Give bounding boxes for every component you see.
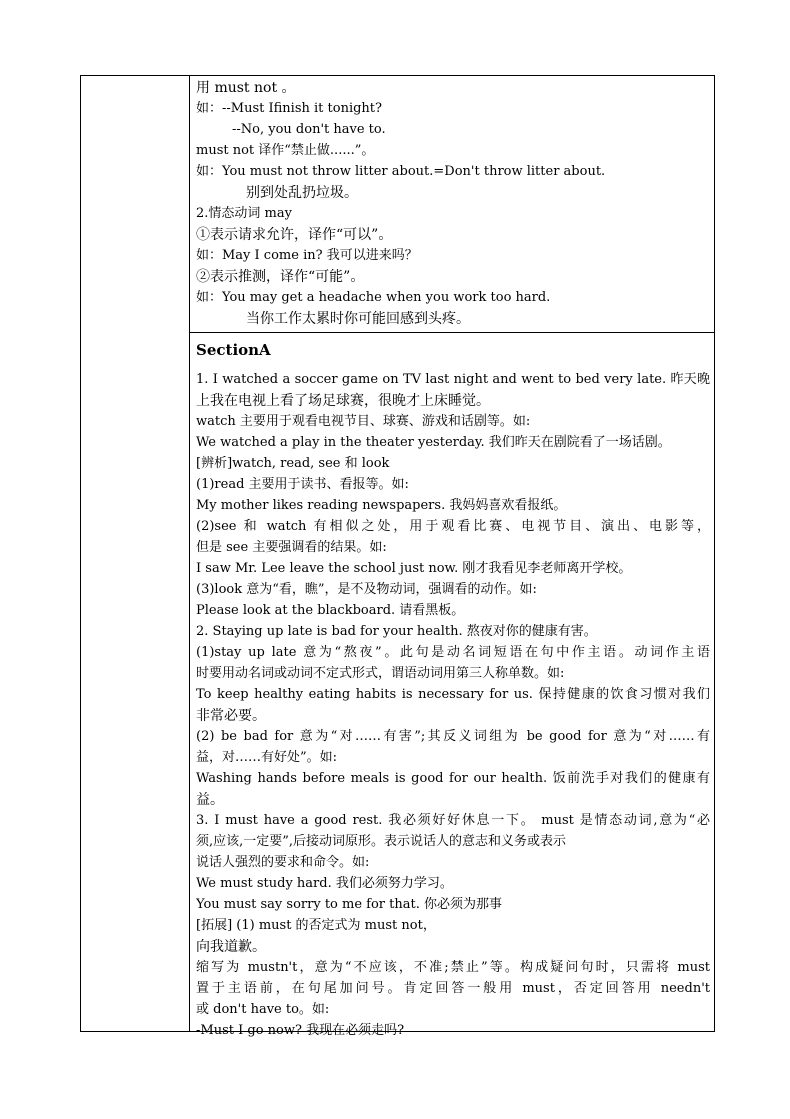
- text-line: 2.情态动词 may: [196, 206, 292, 221]
- right-column-cell: [190, 76, 714, 1038]
- text-line: Please look at the blackboard. 请看黑板。: [196, 603, 465, 618]
- text-line: (1)read 主要用于读书、看报等。如:: [196, 477, 409, 492]
- text-line: 当你工作太累时你可能回感到头疼。: [246, 311, 470, 327]
- text-line: [拓展] (1) must 的否定式为 must not，: [196, 918, 436, 933]
- text-line: watch 主要用于观看电视节目、球赛、游戏和话剧等。如:: [196, 414, 531, 429]
- text-line: 2. Staying up late is bad for your health. 熬夜对你的健康有害。: [196, 624, 597, 639]
- text-line: 益，对……有好处”。如:: [196, 750, 338, 765]
- text-line: (3)look 意为“看，瞧”，是不及物动词，强调看的动作。如:: [196, 582, 537, 597]
- section-title: SectionA: [196, 341, 271, 359]
- text-line: 如：--Must Ifinish it tonight?: [196, 101, 382, 116]
- text-line: 益。: [196, 792, 224, 808]
- text-line: 缩写为 mustn't，意为“不应该，不准;禁止”等。构成疑问句时，只需将 must: [196, 960, 710, 975]
- text-line: 用 must not 。: [196, 80, 296, 96]
- text-line: 别到处乱扔垃圾。: [246, 185, 358, 201]
- text-line: --No, you don't have to.: [232, 122, 386, 137]
- text-line: must not 译作“禁止做......”。: [196, 143, 375, 158]
- text-line: 1. I watched a soccer game on TV last night and went to bed very late. 昨天晚: [196, 372, 710, 387]
- text-line: I saw Mr. Lee leave the school just now. 刚才我看见李老师离开学校。: [196, 561, 632, 576]
- text-line: 置于主语前，在句尾加问号。肯定回答一般用 must，否定回答用 needn't: [196, 981, 710, 996]
- text-line: 说话人强烈的要求和命令。如:: [196, 855, 370, 870]
- text-line: 非常必要。: [196, 708, 266, 724]
- text-line: 如：You may get a headache when you work too hard.: [196, 290, 551, 305]
- text-line: We watched a play in the theater yesterday. 我们昨天在剧院看了一场话剧。: [196, 435, 671, 450]
- text-line: -Must I go now? 我现在必须走吗?: [196, 1023, 405, 1038]
- left-column-cell: [81, 76, 190, 1031]
- text-line: Washing hands before meals is good for our health. 饭前洗手对我们的健康有: [196, 771, 710, 786]
- text-line: You must say sorry to me for that. 你必须为那事: [196, 897, 502, 912]
- text-line: [辨析]watch, read, see 和 look: [196, 456, 390, 471]
- text-line: We must study hard. 我们必须努力学习。: [196, 876, 453, 891]
- text-line: (2)see 和 watch 有相似之处，用于观看比赛、电视节目、演出、电影等，: [196, 519, 710, 534]
- text-line: 时要用动名词或动词不定式形式，谓语动词用第三人称单数。如:: [196, 666, 565, 681]
- text-line: To keep healthy eating habits is necessary for us. 保持健康的饮食习惯对我们: [196, 687, 710, 702]
- text-line: 须,应该,一定要”,后接动词原形。表示说话人的意志和义务或表示: [196, 834, 567, 849]
- row-divider: [190, 332, 714, 333]
- document-table: [80, 75, 715, 1038]
- text-line: 3. I must have a good rest. 我必须好好休息一下。 must 是情态动词,意为“必: [196, 813, 710, 828]
- text-line: ①表示请求允许，译作“可以”。: [196, 227, 393, 243]
- text-line: ②表示推测，译作“可能”。: [196, 269, 365, 285]
- text-line: 如：May I come in? 我可以进来吗？: [196, 248, 418, 263]
- text-line: 如：You must not throw litter about.=Don't throw litter about.: [196, 164, 606, 179]
- text-line: My mother likes reading newspapers. 我妈妈喜欢看报纸。: [196, 498, 567, 513]
- text-line: (2) be bad for 意为“对……有害”;其反义词组为 be good for 意为“对……有: [196, 729, 710, 744]
- text-line: 上我在电视上看了场足球赛，很晚才上床睡觉。: [196, 393, 490, 409]
- text-line: 或 don't have to。如:: [196, 1002, 330, 1017]
- text-line: (1)stay up late 意为“熬夜”。此句是动名词短语在句中作主语。动词作主语: [196, 645, 710, 660]
- text-line: 向我道歉。: [196, 939, 266, 955]
- text-line: 但是 see 主要强调看的结果。如:: [196, 540, 387, 555]
